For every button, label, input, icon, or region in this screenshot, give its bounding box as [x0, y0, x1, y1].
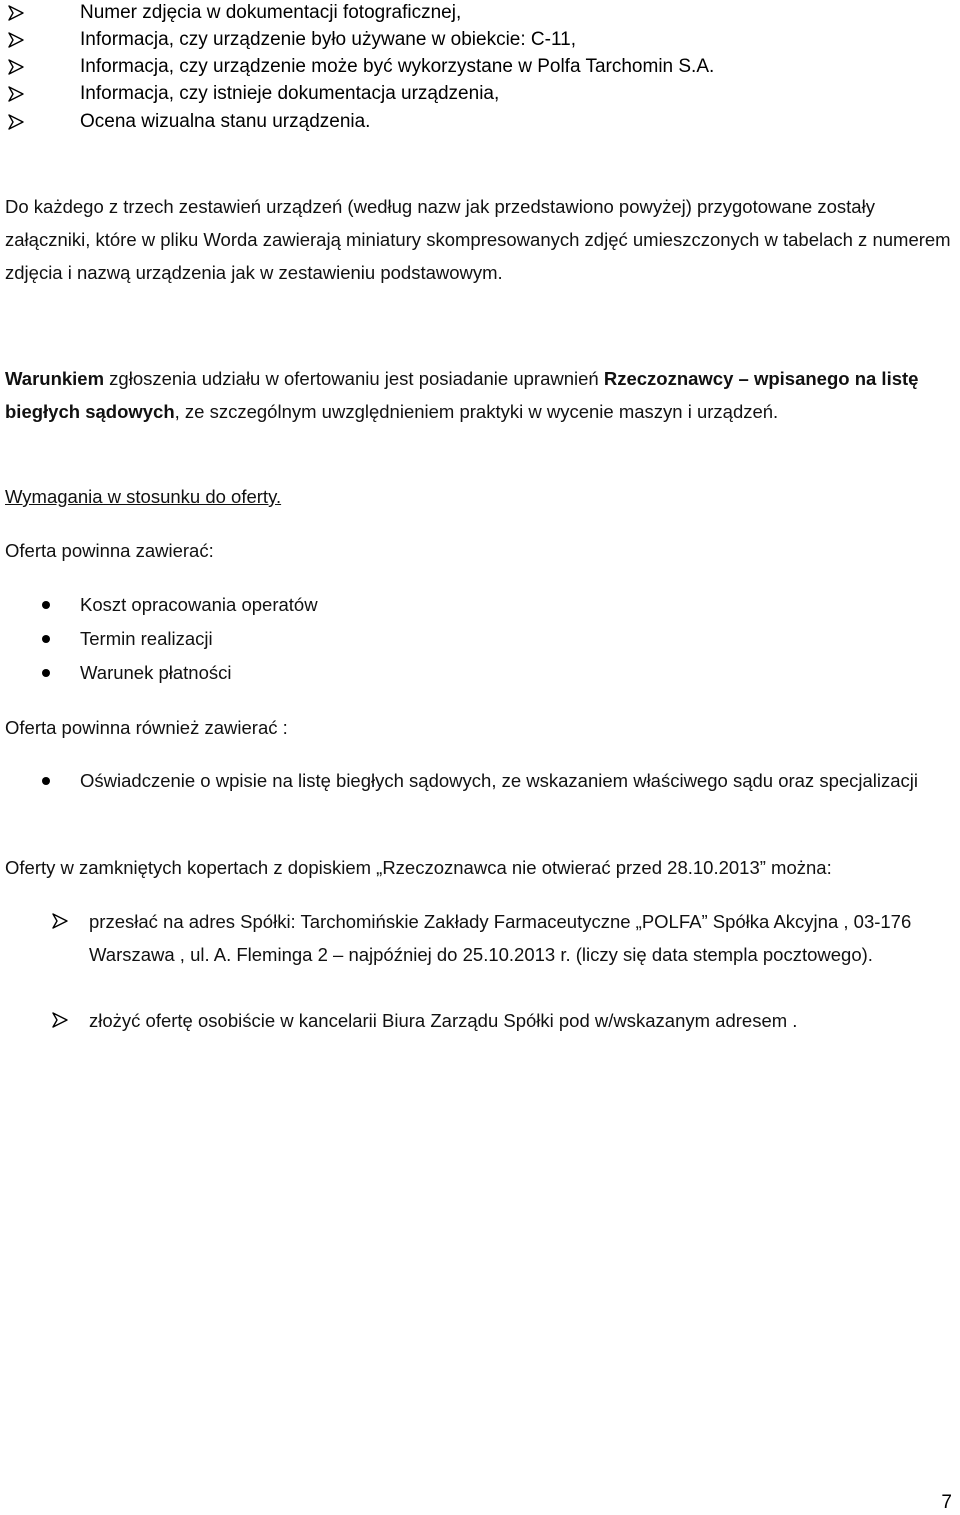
arrowhead-bullet-icon — [8, 32, 24, 48]
list-item — [0, 109, 950, 135]
list-item-text: złożyć ofertę osobiście w kancelarii Biura Zarządu Spółki pod w/wskazanym adresem . — [89, 1010, 798, 1031]
offer-contain-label: Oferta powinna zawierać: — [5, 540, 214, 561]
list-item-text: Koszt opracowania operatów — [80, 594, 318, 615]
requirements-heading: Wymagania w stosunku do oferty. — [5, 486, 282, 507]
arrowhead-bullet-icon — [52, 913, 68, 929]
arrowhead-bullet-icon — [52, 1012, 68, 1028]
list-item-text: Oświadczenie o wpisie na listę biegłych sądowych, ze wskazaniem właściwego sądu oraz specjalizacji — [80, 770, 919, 791]
list-item — [0, 81, 950, 107]
condition-paragraph — [5, 362, 955, 428]
list-item-text: Numer zdjęcia w dokumentacji fotograficznej, — [80, 2, 462, 23]
arrowhead-bullet-icon — [8, 59, 24, 75]
envelope-instruction: Oferty w zamkniętych kopertach z dopiskiem „Rzeczoznawca nie otwierać przed 28.10.2013” można: — [5, 857, 832, 878]
condition-qualification: Rzeczoznawcy – wpisanego na listę biegłych sądowych — [5, 368, 919, 422]
attachments-paragraph: Do każdego z trzech zestawień urządzeń (według nazw jak przedstawiono powyżej) przygotowane zostały załączniki, które w pliku Worda zawierają miniatury skompresowanych zdjęć umieszczonych w tabelach z numerem zdjęcia i nazwą urządzenia jak w zestawieniu podstawowym. — [5, 196, 951, 283]
list-item-text: Warunek płatności — [80, 662, 232, 683]
round-bullet-icon — [42, 601, 50, 609]
list-item — [0, 0, 950, 26]
condition-bold-start: Warunkiem — [5, 368, 105, 389]
condition-end-text: , ze szczególnym uwzględnieniem praktyki w wycenie maszyn i urządzeń. — [174, 401, 779, 422]
round-bullet-icon — [42, 777, 50, 785]
arrowhead-bullet-icon — [8, 5, 24, 21]
list-item-text: przesłać na adres Spółki: Tarchomińskie Zakłady Farmaceutyczne „POLFA” Spółka Akcyjna , 03-176 Warszawa , ul. A. Fleminga 2 – najpóźniej do 25.10.2013 r. (liczy się data stempla pocztowego). — [89, 911, 912, 965]
round-bullet-icon — [42, 669, 50, 677]
list-item-text: Ocena wizualna stanu urządzenia. — [80, 111, 371, 132]
list-item-text: Informacja, czy istnieje dokumentacja urządzenia, — [80, 83, 500, 104]
list-item — [0, 54, 950, 80]
list-item-text: Termin realizacji — [80, 628, 213, 649]
arrowhead-bullet-icon — [8, 86, 24, 102]
list-item — [0, 27, 950, 53]
offer-also-contain-label: Oferta powinna również zawierać : — [5, 717, 288, 738]
condition-mid-text: zgłoszenia udziału w ofertowaniu jest posiadanie uprawnień — [104, 368, 604, 389]
round-bullet-icon — [42, 635, 50, 643]
page-number: 7 — [941, 1492, 952, 1513]
list-item-text: Informacja, czy urządzenie było używane w obiekcie: C-11, — [80, 29, 576, 50]
arrowhead-bullet-icon — [8, 114, 24, 130]
list-item-text: Informacja, czy urządzenie może być wykorzystane w Polfa Tarchomin S.A. — [80, 56, 715, 77]
